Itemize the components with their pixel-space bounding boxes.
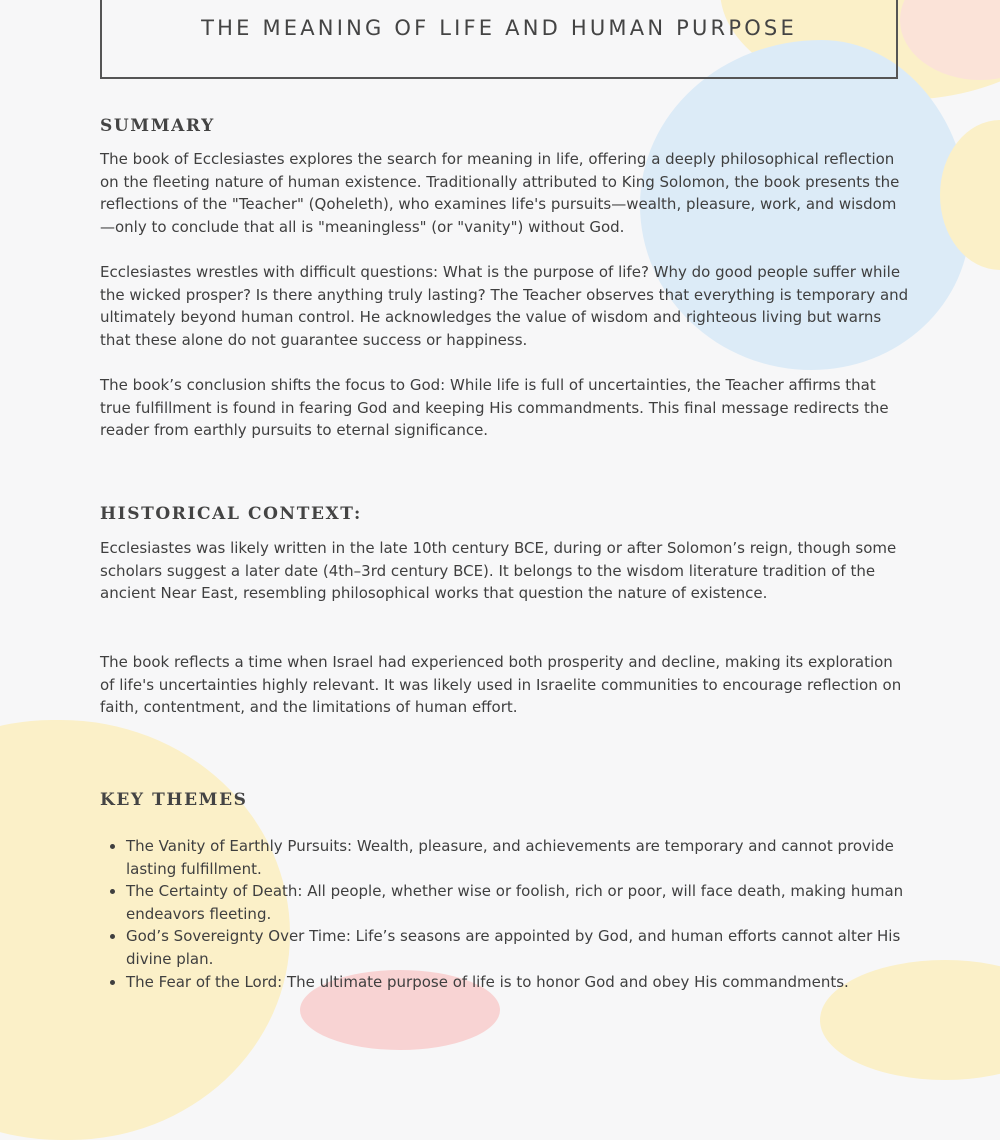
historical-context-heading: HISTORICAL CONTEXT:	[100, 504, 362, 524]
summary-paragraph-1: The book of Ecclesiastes explores the search for meaning in life, offering a deeply philosophical reflection on the fleeting nature of human existence. Traditionally attributed to King Solomon, the book presents the reflections of the "Teacher" (Qoheleth), who examines life's pursuits—wealth, pleasure, work, and wisdom—only to conclude that all is "meaningless" (or "vanity") without God.	[100, 150, 900, 236]
list-item: • The Fear of the Lord: The ultimate purpose of life is to honor God and obey His commandments.	[126, 971, 926, 994]
key-themes-heading: KEY THEMES	[100, 790, 248, 810]
summary-paragraph-3: The book’s conclusion shifts the focus to God: While life is full of uncertainties, the Teacher affirms that true fulfillment is found in fearing God and keeping His commandments. This final message redirects the reader from earthly pursuits to eternal significance.	[100, 376, 889, 440]
summary-heading: SUMMARY	[100, 116, 215, 136]
page-title: THE MEANING OF LIFE AND HUMAN PURPOSE	[201, 16, 797, 40]
list-item: • The Certainty of Death: All people, whether wise or foolish, rich or poor, will face death, making human endeavors fleeting.	[126, 880, 926, 925]
title-box	[100, 0, 898, 79]
historical-paragraph-1: Ecclesiastes was likely written in the late 10th century BCE, during or after Solomon’s reign, though some scholars suggest a later date (4th–3rd century BCE). It belongs to the wisdom literature tradition of the ancient Near East, resembling philosophical works that question the nature of existence.	[100, 539, 897, 603]
summary-paragraph-2: Ecclesiastes wrestles with difficult questions: What is the purpose of life? Why do good people suffer while the wicked prosper? Is there anything truly lasting? The Teacher observes that everything is temporary and ultimately beyond human control. He acknowledges the value of wisdom and righteous living but warns that these alone do not guarantee success or happiness.	[100, 263, 909, 349]
list-item: • God’s Sovereignty Over Time: Life’s seasons are appointed by God, and human efforts cannot alter His divine plan.	[126, 925, 926, 970]
list-item: • The Vanity of Earthly Pursuits: Wealth, pleasure, and achievements are temporary and cannot provide lasting fulfillment.	[126, 835, 926, 880]
historical-paragraph-2: The book reflects a time when Israel had experienced both prosperity and decline, making its exploration of life's uncertainties highly relevant. It was likely used in Israelite communities to encourage reflection on faith, contentment, and the limitations of human effort.	[100, 653, 902, 717]
key-themes-list	[100, 835, 926, 993]
